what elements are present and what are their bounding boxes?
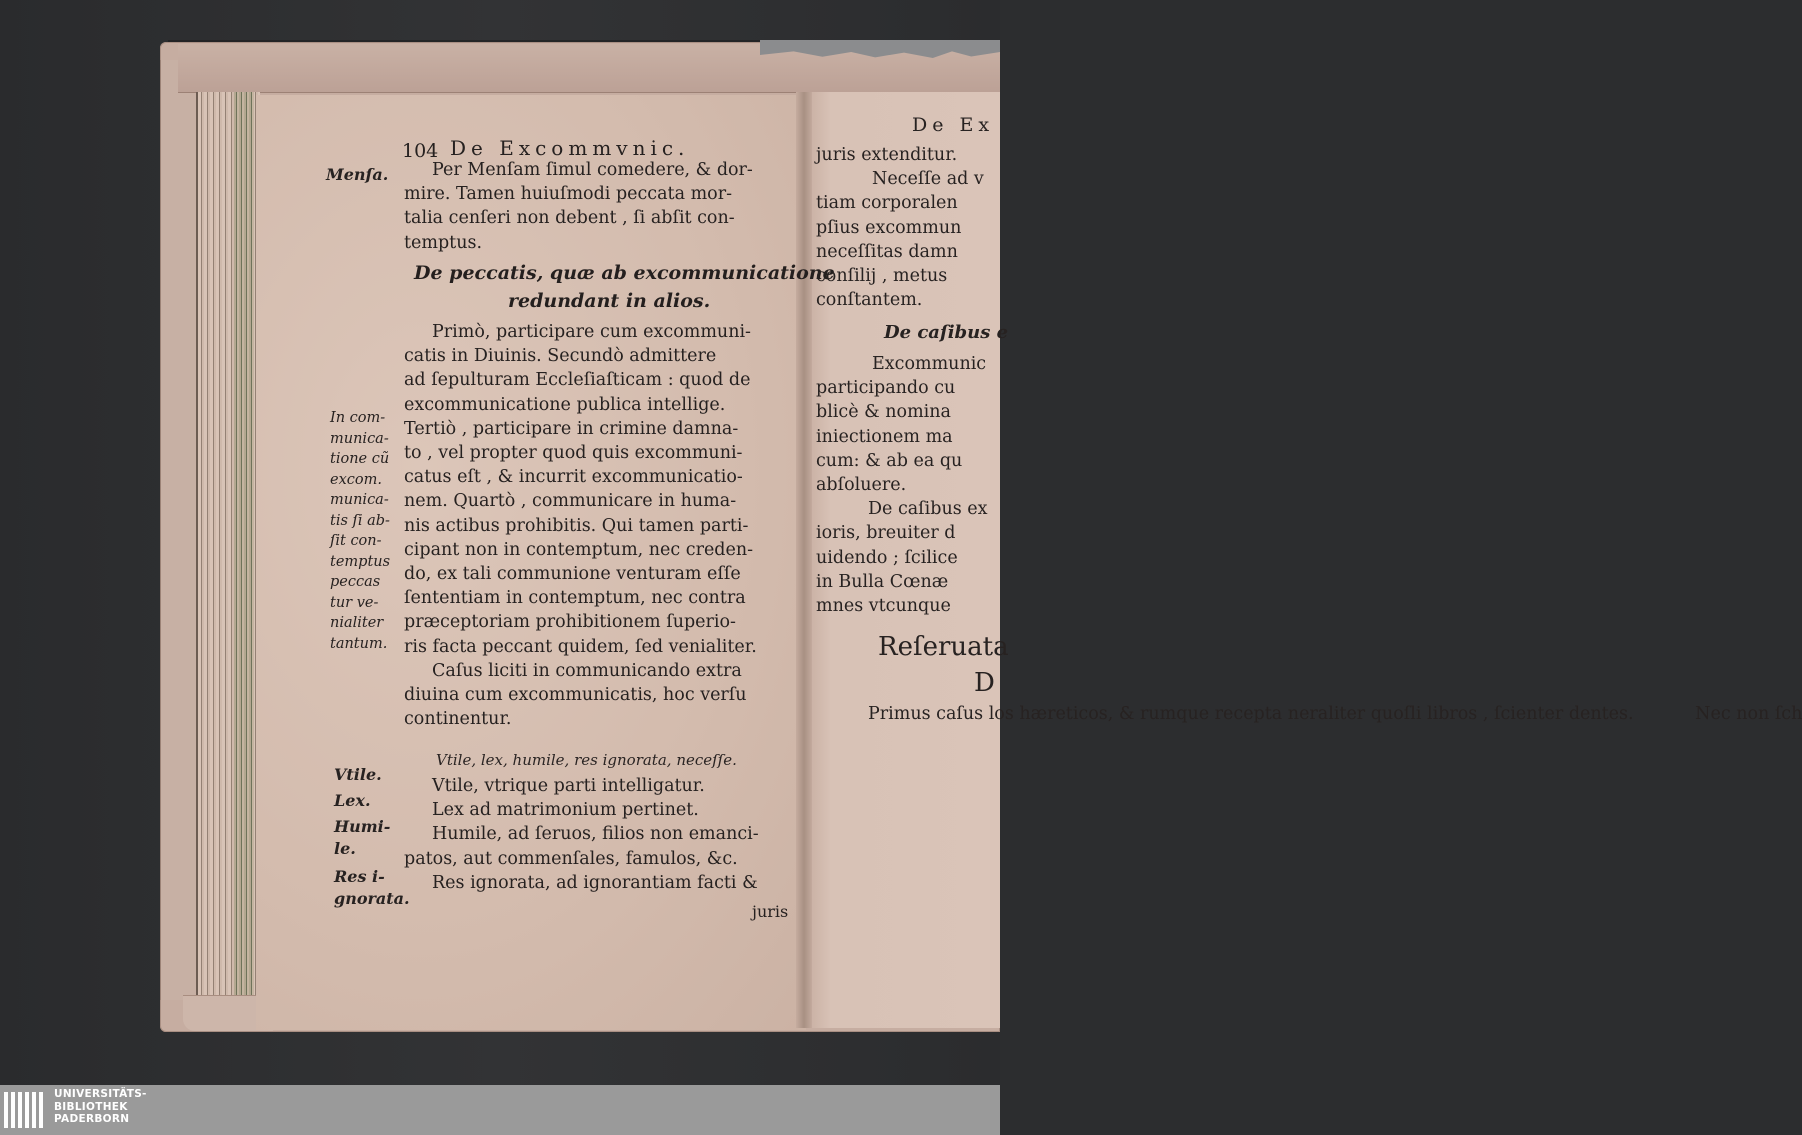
marginal-line: excom. <box>330 471 382 488</box>
text-line: Lex ad matrimonium pertinet. <box>432 800 699 821</box>
text-line: do, ex tali communione venturam eſſe <box>404 564 741 585</box>
text-line: conſilij , metus <box>816 266 948 287</box>
marginal-line: munica- <box>330 492 389 508</box>
text-block-bottom <box>404 774 798 895</box>
text-line: temptus. <box>404 232 483 253</box>
text-line: rumque recepta <box>1140 704 1283 724</box>
right-text-block-top <box>816 143 1000 312</box>
text-line: Humile, ad ſeruos, filios non emanci- <box>432 824 759 845</box>
marginal-line: tur ve- <box>330 594 379 611</box>
text-line: Res ignorata, ad ignorantiam facti & <box>432 872 758 893</box>
right-section-heading: De caſibus e <box>884 322 1009 343</box>
right-text-block-bottom <box>816 702 1802 726</box>
text-line: ioris, breuiter d <box>816 523 956 544</box>
text-line: neraliter quoſli <box>1287 704 1422 724</box>
marginal-note-humile <box>334 816 390 860</box>
right-text-block-middle <box>816 352 1000 618</box>
text-line: pſius excommun <box>816 217 962 238</box>
text-line: nem. Quartò , communicare in huma- <box>404 491 737 512</box>
text-line: in Bulla Cœnæ <box>816 571 949 592</box>
text-line: ris facta peccant quidem, ſed venialiter. <box>404 636 757 657</box>
text-line: cipant non in contemptum, nec creden- <box>404 539 754 560</box>
marginal-line: Humi- <box>334 817 391 836</box>
marginal-line: gnorata. <box>334 889 410 908</box>
marginal-line: tantum. <box>330 635 388 652</box>
text-line: abſoluere. <box>816 475 907 496</box>
marginal-note-excommunication <box>330 408 390 654</box>
text-line: De caſibus ex <box>868 499 988 520</box>
text-line: Primò, participare cum excommuni- <box>432 322 751 342</box>
text-block-top <box>404 158 798 255</box>
text-line: iniectionem ma <box>816 426 953 447</box>
verse-line: Vtile, lex, humile, res ignorata, neceſſe. <box>436 751 737 769</box>
footer-bar <box>0 1085 1000 1135</box>
marginal-line: munica- <box>330 430 389 447</box>
text-line: mnes vtcunque <box>816 596 951 617</box>
right-large-heading: Reſeruata <box>878 632 1009 662</box>
text-line: talia cenſeri non debent , ſi abſit con- <box>404 208 735 229</box>
library-name-line: BIBLIOTHEK <box>54 1100 128 1113</box>
marginal-line: peccas <box>330 574 381 590</box>
marginal-note-mensa: Menſa. <box>326 165 389 184</box>
text-line: to , vel propter quod quis excommuni- <box>404 443 743 464</box>
marginal-line: tis ſi ab- <box>330 512 390 529</box>
text-line: neceſſitas damn <box>816 241 958 262</box>
text-line: excommunicatione publica intellige. <box>404 394 726 415</box>
text-line: præceptoriam prohibitionem ſuperio- <box>404 612 736 633</box>
text-line: Caſus liciti in communicando extra <box>432 660 742 681</box>
library-name-line: PADERBORN <box>54 1113 130 1125</box>
text-line: libros , ſcienter <box>1427 704 1564 724</box>
text-line: blicè & nomina <box>816 402 951 423</box>
page-stack-edge-inner <box>234 92 254 1027</box>
text-line: ſententiam in contemptum, nec contra <box>404 588 746 609</box>
catchword: juris <box>752 902 789 921</box>
text-block-middle <box>404 320 798 731</box>
marginal-line: tione cũ <box>330 451 390 467</box>
text-line: catis in Diuinis. Secundò admittere <box>404 346 717 367</box>
section-heading-line2: redundant in alios. <box>508 290 711 312</box>
library-name <box>54 1088 147 1126</box>
marginal-note-vtile: Vtile. <box>334 765 382 784</box>
text-line: patos, aut commenſales, famulos, &c. <box>404 848 738 869</box>
text-line: juris extenditur. <box>816 145 958 165</box>
cover-left-edge <box>160 60 201 1000</box>
text-line: uidendo ; ſcilice <box>816 547 958 568</box>
text-line: Per Menſam ſimul comedere, & dor- <box>432 160 753 180</box>
running-title: De Excommvnic. <box>450 136 690 160</box>
text-line: los hæreticos, & <box>988 704 1135 724</box>
text-line: participando cu <box>816 378 956 399</box>
marginal-note-lex: Lex. <box>334 791 371 810</box>
text-line: Nec non ſch <box>1695 704 1802 724</box>
marginal-line: ſit con- <box>330 533 382 549</box>
text-line: tiam corporalen <box>816 193 958 214</box>
text-line: mire. Tamen huiuſmodi peccata mor- <box>404 184 732 205</box>
right-running-title: De Ex <box>912 114 995 136</box>
text-line: Tertiò , participare in crimine damna- <box>404 418 739 439</box>
text-line: ad ſepulturam Eccleſiaſticam : quod de <box>404 370 751 391</box>
text-line: nis actibus prohibitis. Qui tamen parti- <box>404 515 749 536</box>
marginal-line: temptus <box>330 553 391 570</box>
marginal-line: Res i- <box>334 867 385 886</box>
text-line: conſtantem. <box>816 290 923 311</box>
text-line: Vtile, vtrique parti intelligatur. <box>432 776 705 796</box>
page-number: 104 <box>402 140 439 162</box>
text-line: Neceſſe ad v <box>872 169 984 190</box>
marginal-line: le. <box>334 839 356 858</box>
text-line: cum: & ab ea qu <box>816 450 963 471</box>
text-line: Primus caſus <box>868 704 984 724</box>
text-line: catus eſt , & incurrit excommunicatio- <box>404 467 743 488</box>
text-line: continentur. <box>404 709 512 730</box>
text-line: Excommunic <box>872 354 987 374</box>
right-large-heading-line2: D <box>974 668 995 698</box>
book-gutter <box>796 92 812 1028</box>
library-logo-icon <box>2 1088 46 1132</box>
library-name-line: UNIVERSITÄTS- <box>54 1088 147 1100</box>
text-line: diuina cum excommunicatis, hoc verſu <box>404 685 747 706</box>
marginal-note-res-ignorata <box>334 866 410 910</box>
marginal-line: In com- <box>330 410 386 426</box>
section-heading-line1: De peccatis, quæ ab excommunicatione <box>414 262 835 284</box>
text-line: dentes. <box>1568 704 1634 724</box>
marginal-line: nialiter <box>330 615 384 631</box>
